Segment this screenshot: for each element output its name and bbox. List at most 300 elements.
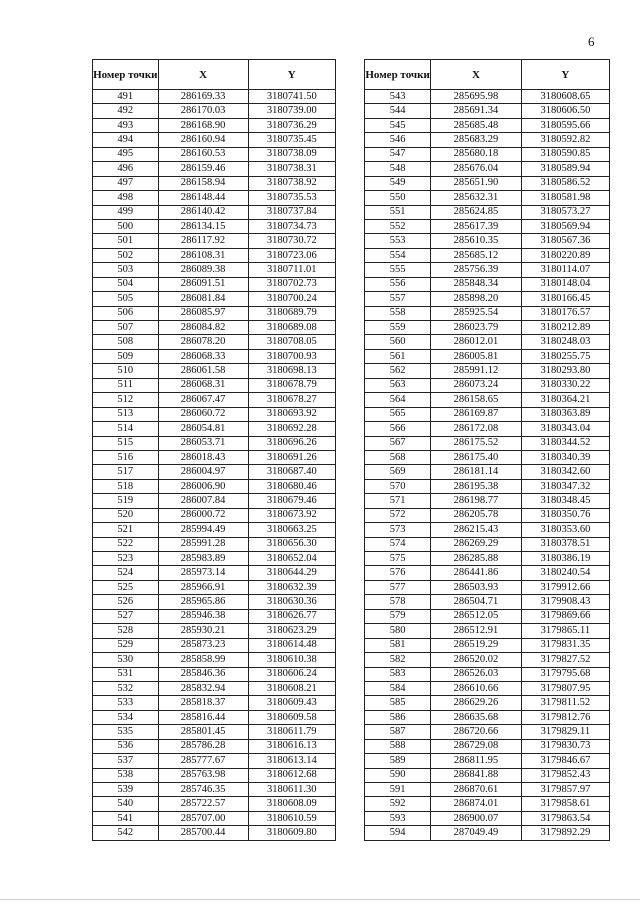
cell-x: 286168.90 [158, 118, 248, 132]
cell-y: 3180342.60 [521, 465, 609, 479]
cell-point-number: 495 [93, 147, 159, 161]
cell-point-number: 504 [93, 277, 159, 291]
cell-x: 286053.71 [158, 436, 248, 450]
cell-y: 3180608.09 [248, 797, 335, 811]
cell-point-number: 531 [93, 667, 159, 681]
cell-point-number: 563 [365, 378, 431, 392]
table-row [365, 638, 610, 652]
table-row [365, 407, 610, 421]
cell-x: 286068.33 [158, 349, 248, 363]
cell-point-number: 568 [365, 450, 431, 464]
table-row [93, 219, 336, 233]
table-row [365, 811, 610, 825]
cell-x: 285858.99 [158, 653, 248, 667]
cell-y: 3180738.09 [248, 147, 335, 161]
cell-x: 285983.89 [158, 552, 248, 566]
cell-point-number: 585 [365, 696, 431, 710]
cell-x: 285610.35 [431, 234, 522, 248]
table-row [93, 104, 336, 118]
table-row [365, 191, 610, 205]
table-row [365, 494, 610, 508]
cell-y: 3180344.52 [521, 436, 609, 450]
cell-x: 285685.48 [431, 118, 522, 132]
cell-point-number: 580 [365, 624, 431, 638]
table-row [365, 609, 610, 623]
cell-x: 286520.02 [431, 653, 522, 667]
cell-x: 286874.01 [431, 797, 522, 811]
cell-y: 3179829.11 [521, 725, 609, 739]
cell-point-number: 594 [365, 826, 431, 840]
cell-point-number: 497 [93, 176, 159, 190]
cell-point-number: 518 [93, 479, 159, 493]
table-row [365, 205, 610, 219]
table-row [365, 537, 610, 551]
cell-y: 3180739.00 [248, 104, 335, 118]
table-row [93, 422, 336, 436]
table-row [365, 739, 610, 753]
table-row [93, 754, 336, 768]
cell-x: 286004.97 [158, 465, 248, 479]
table-body-left [93, 90, 336, 841]
cell-y: 3180614.48 [248, 638, 335, 652]
cell-point-number: 543 [365, 90, 431, 104]
cell-y: 3180738.92 [248, 176, 335, 190]
table-row [365, 176, 610, 190]
cell-y: 3179827.52 [521, 653, 609, 667]
table-row [93, 580, 336, 594]
table-row [93, 811, 336, 825]
cell-point-number: 547 [365, 147, 431, 161]
cell-point-number: 519 [93, 494, 159, 508]
cell-x: 286018.43 [158, 450, 248, 464]
cell-x: 286610.66 [431, 681, 522, 695]
table-row [365, 335, 610, 349]
cell-point-number: 552 [365, 219, 431, 233]
cell-point-number: 586 [365, 710, 431, 724]
cell-y: 3180363.89 [521, 407, 609, 421]
cell-point-number: 551 [365, 205, 431, 219]
cell-point-number: 533 [93, 696, 159, 710]
cell-y: 3180626.77 [248, 609, 335, 623]
cell-point-number: 530 [93, 653, 159, 667]
cell-x: 286006.90 [158, 479, 248, 493]
cell-point-number: 553 [365, 234, 431, 248]
cell-point-number: 545 [365, 118, 431, 132]
cell-y: 3180612.68 [248, 768, 335, 782]
cell-y: 3180700.24 [248, 292, 335, 306]
cell-y: 3180176.57 [521, 306, 609, 320]
cell-point-number: 491 [93, 90, 159, 104]
table-row [365, 681, 610, 695]
cell-x: 286512.05 [431, 609, 522, 623]
cell-y: 3179795.68 [521, 667, 609, 681]
cell-y: 3180735.53 [248, 191, 335, 205]
cell-x: 286117.92 [158, 234, 248, 248]
table-row [365, 118, 610, 132]
cell-y: 3180347.32 [521, 479, 609, 493]
table-row [93, 552, 336, 566]
cell-y: 3180630.36 [248, 595, 335, 609]
cell-point-number: 534 [93, 710, 159, 724]
cell-x: 286169.33 [158, 90, 248, 104]
cell-y: 3180691.26 [248, 450, 335, 464]
table-row [365, 277, 610, 291]
cell-x: 286068.31 [158, 378, 248, 392]
cell-x: 285818.37 [158, 696, 248, 710]
cell-y: 3179912.66 [521, 580, 609, 594]
table-row [365, 422, 610, 436]
cell-y: 3179807.95 [521, 681, 609, 695]
cell-point-number: 573 [365, 523, 431, 537]
cell-y: 3180567.36 [521, 234, 609, 248]
cell-point-number: 506 [93, 306, 159, 320]
cell-y: 3180696.26 [248, 436, 335, 450]
cell-point-number: 536 [93, 739, 159, 753]
cell-y: 3180689.79 [248, 306, 335, 320]
table-row [93, 436, 336, 450]
cell-y: 3180687.40 [248, 465, 335, 479]
cell-y: 3180611.79 [248, 725, 335, 739]
cell-y: 3180386.19 [521, 552, 609, 566]
table-row [93, 378, 336, 392]
cell-point-number: 548 [365, 162, 431, 176]
cell-point-number: 555 [365, 263, 431, 277]
cell-x: 285991.12 [431, 364, 522, 378]
cell-y: 3180698.13 [248, 364, 335, 378]
cell-x: 286169.87 [431, 407, 522, 421]
table-row [365, 783, 610, 797]
cell-y: 3180700.93 [248, 349, 335, 363]
header-x: X [158, 60, 248, 90]
table-row [93, 393, 336, 407]
cell-y: 3180348.45 [521, 494, 609, 508]
cell-point-number: 526 [93, 595, 159, 609]
cell-point-number: 525 [93, 580, 159, 594]
cell-x: 286160.53 [158, 147, 248, 161]
cell-y: 3179863.54 [521, 811, 609, 825]
cell-x: 286073.24 [431, 378, 522, 392]
cell-x: 285801.45 [158, 725, 248, 739]
cell-point-number: 571 [365, 494, 431, 508]
cell-x: 286811.95 [431, 754, 522, 768]
header-point-number: Номер точки [93, 60, 159, 90]
cell-y: 3180678.79 [248, 378, 335, 392]
cell-y: 3180736.29 [248, 118, 335, 132]
cell-y: 3180609.58 [248, 710, 335, 724]
cell-y: 3180581.98 [521, 191, 609, 205]
cell-x: 286170.03 [158, 104, 248, 118]
cell-x: 286172.08 [431, 422, 522, 436]
cell-point-number: 570 [365, 479, 431, 493]
cell-x: 286198.77 [431, 494, 522, 508]
table-row [365, 508, 610, 522]
table-row [93, 349, 336, 363]
cell-y: 3179869.66 [521, 609, 609, 623]
cell-x: 286012.01 [431, 335, 522, 349]
cell-x: 285632.31 [431, 191, 522, 205]
table-row [365, 321, 610, 335]
cell-point-number: 582 [365, 653, 431, 667]
cell-y: 3180673.92 [248, 508, 335, 522]
cell-y: 3180656.30 [248, 537, 335, 551]
cell-point-number: 542 [93, 826, 159, 840]
cell-x: 286512.91 [431, 624, 522, 638]
cell-x: 286720.66 [431, 725, 522, 739]
cell-point-number: 528 [93, 624, 159, 638]
cell-point-number: 546 [365, 133, 431, 147]
cell-y: 3180652.04 [248, 552, 335, 566]
cell-x: 286175.52 [431, 436, 522, 450]
header-y: Y [248, 60, 335, 90]
cell-x: 286635.68 [431, 710, 522, 724]
cell-point-number: 554 [365, 248, 431, 262]
table-row [93, 162, 336, 176]
cell-point-number: 556 [365, 277, 431, 291]
cell-x: 285695.98 [431, 90, 522, 104]
cell-point-number: 492 [93, 104, 159, 118]
cell-x: 285763.98 [158, 768, 248, 782]
cell-x: 286085.97 [158, 306, 248, 320]
cell-y: 3180678.27 [248, 393, 335, 407]
table-row [93, 263, 336, 277]
cell-point-number: 565 [365, 407, 431, 421]
cell-x: 286181.14 [431, 465, 522, 479]
cell-x: 286504.71 [431, 595, 522, 609]
table-row [365, 465, 610, 479]
cell-y: 3180611.30 [248, 783, 335, 797]
cell-x: 286729.08 [431, 739, 522, 753]
table-row [365, 147, 610, 161]
table-row [93, 653, 336, 667]
table-row [93, 450, 336, 464]
cell-x: 286000.72 [158, 508, 248, 522]
table-row [365, 754, 610, 768]
cell-y: 3180608.21 [248, 681, 335, 695]
cell-x: 286089.38 [158, 263, 248, 277]
cell-x: 285746.35 [158, 783, 248, 797]
cell-x: 286285.88 [431, 552, 522, 566]
table-row [365, 552, 610, 566]
cell-point-number: 574 [365, 537, 431, 551]
table-row [365, 248, 610, 262]
header-row [365, 60, 610, 90]
cell-y: 3180114.07 [521, 263, 609, 277]
table-row [365, 725, 610, 739]
table-row [93, 277, 336, 291]
cell-x: 286215.43 [431, 523, 522, 537]
table-row [93, 783, 336, 797]
cell-point-number: 513 [93, 407, 159, 421]
cell-x: 285973.14 [158, 566, 248, 580]
cell-y: 3179865.11 [521, 624, 609, 638]
cell-x: 286441.86 [431, 566, 522, 580]
table-row [365, 580, 610, 594]
cell-x: 286054.81 [158, 422, 248, 436]
header-y: Y [521, 60, 609, 90]
cell-x: 286061.58 [158, 364, 248, 378]
table-row [93, 508, 336, 522]
table-row [365, 566, 610, 580]
cell-x: 286205.78 [431, 508, 522, 522]
table-row [365, 234, 610, 248]
cell-x: 285700.44 [158, 826, 248, 840]
table-row [93, 523, 336, 537]
table-row [93, 566, 336, 580]
cell-point-number: 527 [93, 609, 159, 623]
cell-point-number: 577 [365, 580, 431, 594]
cell-point-number: 509 [93, 349, 159, 363]
cell-point-number: 524 [93, 566, 159, 580]
table-row [365, 624, 610, 638]
cell-y: 3180693.92 [248, 407, 335, 421]
table-row [93, 205, 336, 219]
cell-y: 3180330.22 [521, 378, 609, 392]
cell-x: 285848.34 [431, 277, 522, 291]
cell-point-number: 576 [365, 566, 431, 580]
cell-y: 3180623.29 [248, 624, 335, 638]
cell-x: 286269.29 [431, 537, 522, 551]
bottom-divider [0, 899, 640, 900]
cell-x: 286160.94 [158, 133, 248, 147]
cell-point-number: 578 [365, 595, 431, 609]
cell-y: 3180343.04 [521, 422, 609, 436]
table-row [365, 90, 610, 104]
cell-y: 3180220.89 [521, 248, 609, 262]
cell-x: 285617.39 [431, 219, 522, 233]
cell-y: 3180708.05 [248, 335, 335, 349]
cell-y: 3180608.65 [521, 90, 609, 104]
cell-x: 285707.00 [158, 811, 248, 825]
table-row [365, 653, 610, 667]
cell-point-number: 557 [365, 292, 431, 306]
cell-x: 285651.90 [431, 176, 522, 190]
table-row [365, 523, 610, 537]
cell-y: 3180248.03 [521, 335, 609, 349]
table-row [93, 90, 336, 104]
cell-y: 3180741.50 [248, 90, 335, 104]
cell-y: 3180735.45 [248, 133, 335, 147]
cell-y: 3180737.84 [248, 205, 335, 219]
cell-point-number: 589 [365, 754, 431, 768]
cell-y: 3180610.38 [248, 653, 335, 667]
cell-x: 285816.44 [158, 710, 248, 724]
table-row [93, 407, 336, 421]
cell-y: 3180595.66 [521, 118, 609, 132]
cell-x: 285756.39 [431, 263, 522, 277]
cell-x: 286175.40 [431, 450, 522, 464]
cell-y: 3180663.25 [248, 523, 335, 537]
cell-y: 3180573.27 [521, 205, 609, 219]
cell-x: 286081.84 [158, 292, 248, 306]
table-row [93, 667, 336, 681]
header-point-number: Номер точки [365, 60, 431, 90]
table-row [365, 450, 610, 464]
cell-y: 3180378.51 [521, 537, 609, 551]
table-row [93, 624, 336, 638]
cell-y: 3180166.45 [521, 292, 609, 306]
cell-x: 285930.21 [158, 624, 248, 638]
cell-x: 286067.47 [158, 393, 248, 407]
cell-x: 286091.51 [158, 277, 248, 291]
table-row [93, 364, 336, 378]
cell-y: 3179852.43 [521, 768, 609, 782]
page-number: 6 [588, 34, 595, 49]
cell-point-number: 499 [93, 205, 159, 219]
table-row [93, 234, 336, 248]
table-row [93, 306, 336, 320]
table-row [93, 465, 336, 479]
cell-y: 3180255.75 [521, 349, 609, 363]
cell-x: 285925.54 [431, 306, 522, 320]
coordinates-table-right [364, 59, 610, 841]
cell-point-number: 584 [365, 681, 431, 695]
cell-y: 3179846.67 [521, 754, 609, 768]
cell-x: 285946.38 [158, 609, 248, 623]
cell-y: 3180609.43 [248, 696, 335, 710]
cell-x: 286526.03 [431, 667, 522, 681]
cell-point-number: 508 [93, 335, 159, 349]
coordinates-table-left [92, 59, 336, 841]
cell-point-number: 523 [93, 552, 159, 566]
table-row [93, 176, 336, 190]
cell-x: 285777.67 [158, 754, 248, 768]
cell-point-number: 593 [365, 811, 431, 825]
cell-point-number: 493 [93, 118, 159, 132]
table-row [93, 826, 336, 840]
table-row [365, 219, 610, 233]
table-row [365, 263, 610, 277]
cell-point-number: 579 [365, 609, 431, 623]
cell-point-number: 521 [93, 523, 159, 537]
table-row [93, 479, 336, 493]
cell-point-number: 575 [365, 552, 431, 566]
cell-y: 3180723.06 [248, 248, 335, 262]
cell-x: 286060.72 [158, 407, 248, 421]
cell-x: 285722.57 [158, 797, 248, 811]
cell-y: 3180606.50 [521, 104, 609, 118]
cell-y: 3180148.04 [521, 277, 609, 291]
table-row [93, 537, 336, 551]
cell-y: 3180711.01 [248, 263, 335, 277]
cell-y: 3180569.94 [521, 219, 609, 233]
cell-y: 3180738.31 [248, 162, 335, 176]
cell-y: 3179908.43 [521, 595, 609, 609]
table-row [93, 133, 336, 147]
cell-point-number: 572 [365, 508, 431, 522]
table-row [365, 797, 610, 811]
cell-y: 3180606.24 [248, 667, 335, 681]
cell-y: 3180680.46 [248, 479, 335, 493]
cell-x: 285680.18 [431, 147, 522, 161]
cell-y: 3180730.72 [248, 234, 335, 248]
cell-y: 3179830.73 [521, 739, 609, 753]
cell-point-number: 558 [365, 306, 431, 320]
cell-x: 287049.49 [431, 826, 522, 840]
cell-x: 286159.46 [158, 162, 248, 176]
table-row [93, 609, 336, 623]
table-row [365, 104, 610, 118]
cell-point-number: 583 [365, 667, 431, 681]
cell-x: 286108.31 [158, 248, 248, 262]
cell-point-number: 515 [93, 436, 159, 450]
cell-x: 286503.93 [431, 580, 522, 594]
table-row [93, 147, 336, 161]
cell-x: 286900.07 [431, 811, 522, 825]
cell-point-number: 560 [365, 335, 431, 349]
cell-y: 3180589.94 [521, 162, 609, 176]
cell-point-number: 496 [93, 162, 159, 176]
cell-x: 285786.28 [158, 739, 248, 753]
